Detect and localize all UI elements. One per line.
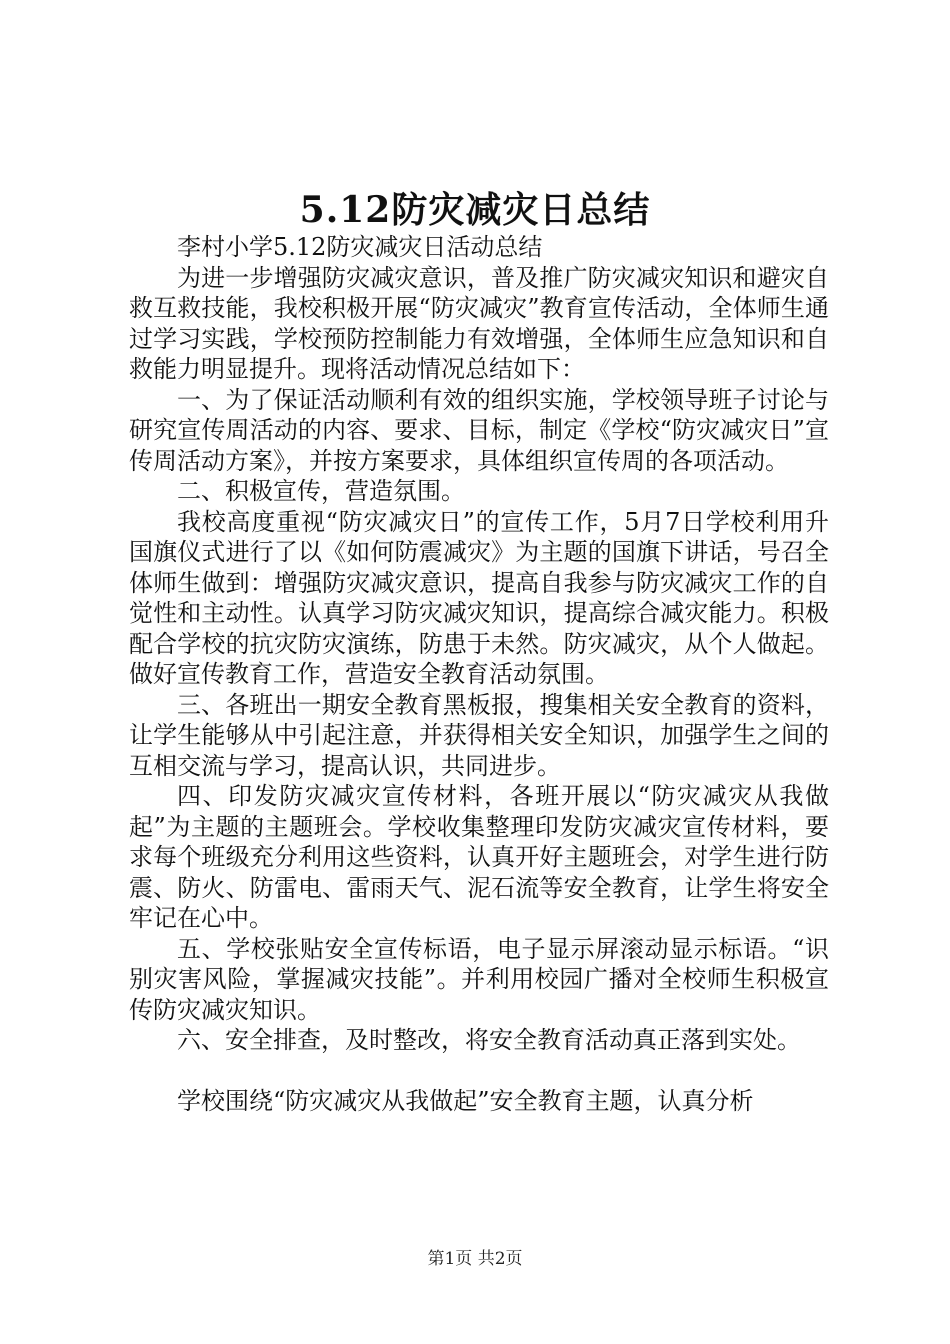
page-footer: 第1页 共2页 xyxy=(427,1249,523,1269)
section-two-paragraph: 我校高度重视“防灾减灾日”的宣传工作，5月7日学校利用升国旗仪式进行了以《如何防震减灾》为主题的国旗下讲话，号召全体师生做到：增强防灾减灾意识，提高自我参与防灾减灾工作的自觉性和主动性。认真学习防灾减灾知识，提高综合减灾能力。积极配合学校的抗灾防灾演练，防患于未然。防灾减灾，从个人做起。做好宣传教育工作，营造安全教育活动氛围。 xyxy=(129,507,829,688)
section-six-paragraph: 六、安全排查，及时整改，将安全教育活动真正落到实处。 xyxy=(177,1026,801,1054)
section-two-heading: 二、积极宣传，营造氛围。 xyxy=(177,477,465,505)
section-four-paragraph: 四、印发防灾减灾宣传材料，各班开展以“防灾减灾从我做起”为主题的主题班会。学校收集整理印发防灾减灾宣传材料，要求每个班级充分利用这些资料，认真开好主题班会，对学生进行防震、防火、防雷电、雷雨天气、泥石流等安全教育，让学生将安全牢记在心中。 xyxy=(129,782,829,932)
section-three-paragraph: 三、各班出一期安全教育黑板报，搜集相关安全教育的资料，让学生能够从中引起注意，并获得相关安全知识，加强学生之间的互相交流与学习，提高认识，共同进步。 xyxy=(129,690,829,780)
closing-paragraph: 学校围绕“防灾减灾从我做起”安全教育主题，认真分析 xyxy=(177,1086,754,1115)
section-five-paragraph: 五、学校张贴安全宣传标语，电子显示屏滚动显示标语。“识别灾害风险，掌握减灾技能”。并利用校园广播对全校师生积极宣传防灾减灾知识。 xyxy=(129,934,829,1024)
subtitle-paragraph: 李村小学5.12防灾减灾日活动总结 xyxy=(177,233,543,261)
section-one-paragraph: 一、为了保证活动顺利有效的组织实施，学校领导班子讨论与研究宣传周活动的内容、要求、目标，制定《学校“防灾减灾日”宣传周活动方案》，并按方案要求，具体组织宣传周的各项活动。 xyxy=(129,385,829,475)
intro-paragraph: 为进一步增强防灾减灾意识，普及推广防灾减灾知识和避灾自救互救技能，我校积极开展“防灾减灾”教育宣传活动，全体师生通过学习实践，学校预防控制能力有效增强，全体师生应急知识和自救能力明显提升。现将活动情况总结如下： xyxy=(129,263,829,383)
document-body xyxy=(129,232,829,1116)
document-title: 5.12防灾减灾日总结 xyxy=(299,189,651,231)
